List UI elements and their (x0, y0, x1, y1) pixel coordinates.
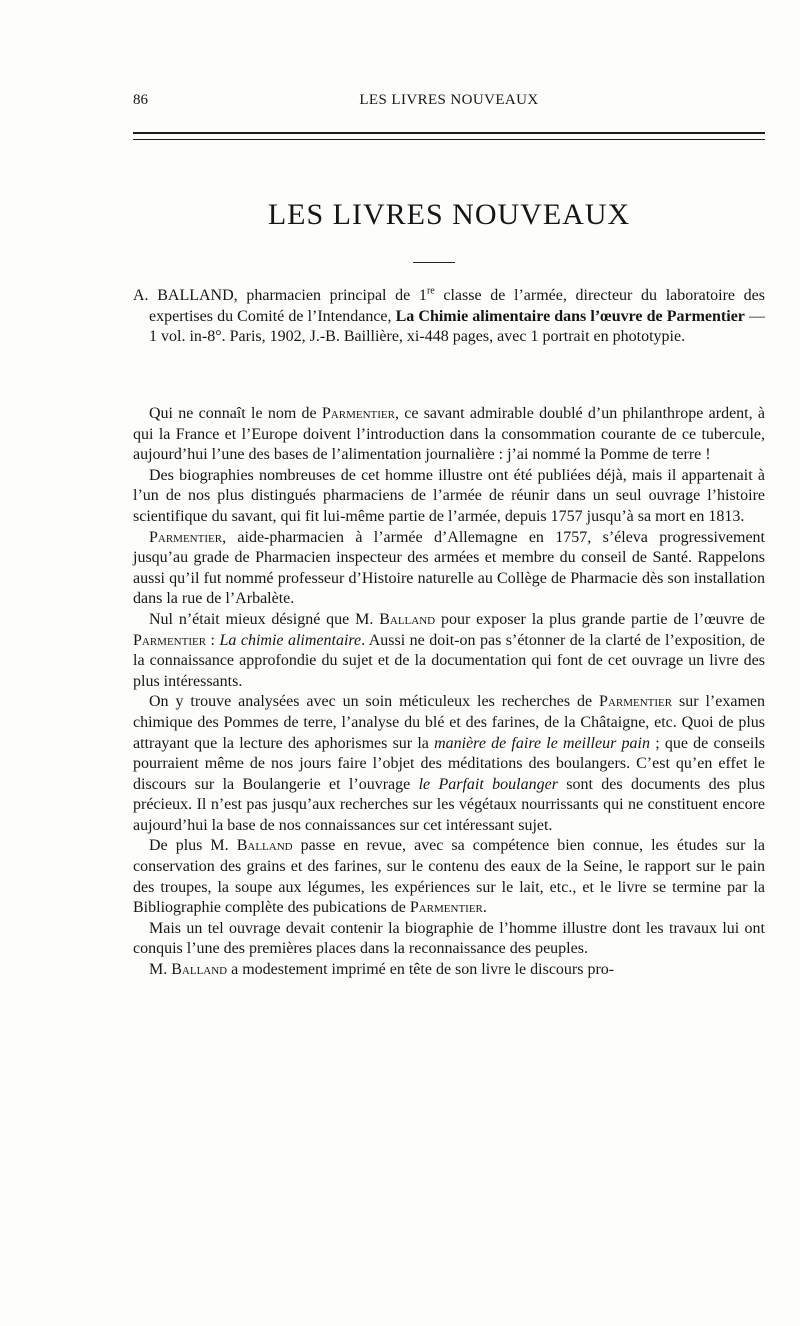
header-rule-thin (133, 139, 765, 140)
citation-author: A. BALLAND (133, 287, 234, 304)
italic-title: La chimie alimentaire (219, 631, 362, 649)
paragraph-text: : (206, 631, 220, 649)
name-smallcaps: Parmentier (321, 405, 395, 422)
name-smallcaps: Parmentier (409, 899, 483, 917)
citation-superscript: re (426, 285, 435, 297)
paragraph (133, 836, 765, 918)
paragraph-text: Des biographies nombreuses de cet homme illustre ont été publiées déjà, mais il appartenait à l’un de nos plus distingués pharmaciens de l’armée de réunir dans un seul ouvrage l’histoire scientifique du savant, qui fit lui-même partie de l’armée, depuis 1757 jusqu’à sa mort en 1813. (133, 466, 765, 525)
section-title: LES LIVRES NOUVEAUX (267, 198, 631, 231)
paragraph-text: Qui ne connaît le nom de (149, 405, 322, 422)
paragraph (133, 528, 765, 610)
paragraph-text: Mais un tel ouvrage devait contenir la biographie de l’homme illustre dont les travaux lui ont conquis l’une des premières places dans la reconnaissance des peuples. (133, 919, 765, 958)
name-smallcaps: Parmentier (599, 693, 673, 711)
paragraph (133, 919, 765, 960)
citation-line (133, 286, 765, 348)
citation-book-title: La Chimie alimentaire dans l’œuvre de Parmentier (395, 307, 745, 325)
paragraph-text: ; que de conseils pourraient même de nos jours faire l’objet des méditations des boulangers. C’est qu’en effet le discours sur la Boulangerie et l’ouvrage (133, 734, 765, 793)
name-smallcaps: Balland (171, 961, 228, 979)
paragraph-text: On y trouve analysées avec un soin méticuleux les recherches de (149, 693, 600, 711)
book-citation (133, 286, 765, 348)
paragraph-text: . (482, 899, 487, 917)
paragraph (133, 466, 765, 528)
italic-title: le Parfait boulanger (418, 775, 558, 793)
italic-title: manière de faire le meilleur pain (434, 734, 650, 752)
paragraph (133, 960, 765, 981)
citation-text-3: — 1 vol. in-8°. Paris, 1902, J.-B. Baillière, xi-448 pages, avec 1 portrait en phototypie. (149, 307, 766, 345)
paragraph-text: M. (149, 961, 172, 979)
paragraph (133, 610, 765, 692)
paragraph-text: , aide-pharmacien à l’armée d’Allemagne en 1757, s’éleva progressivement jusqu’au grade de Pharmacien inspecteur des armées et membre du conseil de Santé. Rappelons aussi qu’il fut nommé professeur d’Histoire naturelle au Collège de Pharmacie dès son installation dans la rue de l’Arbalète. (133, 528, 765, 608)
header-rule-thick (133, 132, 765, 134)
name-smallcaps: Balland (236, 837, 293, 855)
page-number: 86 (133, 92, 148, 108)
running-header (133, 92, 765, 112)
paragraph-text: a modestement imprimé en tête de son livre le discours pro- (227, 961, 615, 979)
citation-text-2: classe de l’armée, directeur du laboratoire des expertises du Comité de l’Intendance, (149, 287, 766, 325)
name-smallcaps: Parmentier (133, 631, 207, 649)
citation-text-1: , pharmacien principal de 1 (233, 287, 427, 304)
name-smallcaps: Balland (379, 610, 436, 628)
paragraph-text: , ce savant admirable doublé d’un philanthrope ardent, à qui la France et l’Europe doivent l’introduction dans la consommation courante de ce tubercule, aujourd’hui l’une des bases de l’alimentation journalière : j’ai nommé la Pomme de terre ! (133, 405, 765, 464)
running-title: LES LIVRES NOUVEAUX (359, 92, 539, 108)
paragraph-text: passe en revue, avec sa compétence bien connue, les études sur la conservation des grains et des farines, sur le contenu des eaux de la Seine, le rapport sur le pain des troupes, la soupe aux légumes, les expériences sur le lait, etc., et le livre se termine par la Bibliographie complète des pubications de (133, 837, 765, 917)
paragraph-text: Nul n’était mieux désigné que M. (149, 610, 380, 628)
title-divider (413, 262, 455, 263)
paragraph (133, 692, 765, 836)
paragraph-text: pour exposer la plus grande partie de l’œuvre de (435, 610, 766, 628)
name-smallcaps: Parmentier (149, 528, 223, 546)
paragraph-text: . Aussi ne doit-on pas s’étonner de la clarté de l’exposition, de la connaissance approfondie du sujet et de la documentation qui font de cet ouvrage un livre des plus intéressants. (133, 631, 766, 690)
paragraph (133, 404, 765, 466)
paragraph-text: De plus M. (149, 837, 237, 855)
article-body (133, 404, 765, 981)
paragraph-text: sont des documents des plus précieux. Il n’est pas jusqu’aux recherches sur les végétaux nourrissants qui ne constituent encore aujourd’hui la base de nos connaissances sur cet intéressant sujet. (133, 775, 766, 834)
paragraph-text: sur l’examen chimique des Pommes de terre, l’analyse du blé et des farines, de la Châtaigne, etc. Quoi de plus attrayant que la lecture des aphorismes sur la (133, 693, 766, 752)
